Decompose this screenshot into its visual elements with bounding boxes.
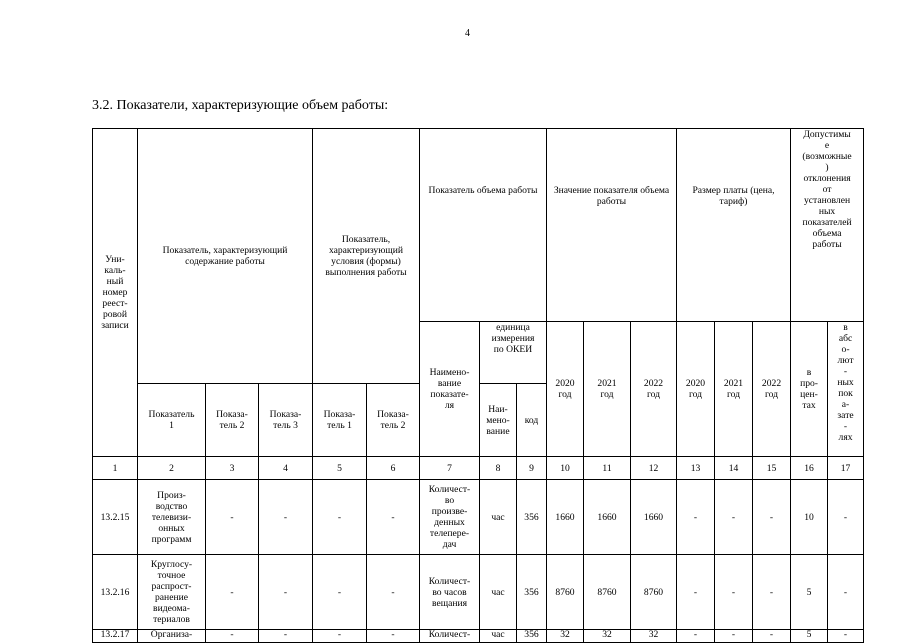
cell-code: 13.2.15 [93,480,138,555]
header-indicator-name: Наимено- вание показате- ля [420,322,480,457]
cell-percent: 5 [791,630,828,643]
cell-content-3: - [259,630,313,643]
column-number: 13 [677,457,715,480]
column-number: 8 [480,457,517,480]
column-number: 15 [753,457,791,480]
cell-condition-2: - [367,630,420,643]
column-number: 1 [93,457,138,480]
header-value-year-2022: 2022 год [631,322,677,457]
cell-condition-1: - [313,555,367,630]
column-number: 16 [791,457,828,480]
cell-work: Организа- [138,630,206,643]
header-content-col-3: Показа- тель 3 [259,384,313,457]
cell-indicator: Количест- во часов вещания [420,555,480,630]
table-row [93,630,864,643]
section-title: 3.2. Показатели, характеризующие объем работы: [92,98,389,113]
cell-value-2022: 1660 [631,480,677,555]
cell-condition-1: - [313,480,367,555]
cell-content-2: - [206,630,259,643]
cell-code: 13.2.16 [93,555,138,630]
cell-pay-2020: - [677,630,715,643]
header-pay-year-2020: 2020 год [677,322,715,457]
cell-unit: час [480,630,517,643]
cell-content-3: - [259,480,313,555]
cell-pay-2020: - [677,555,715,630]
header-condition-col-1: Показа- тель 1 [313,384,367,457]
cell-okei: 356 [517,630,547,643]
page-number: 4 [465,28,470,39]
column-number: 2 [138,457,206,480]
cell-code: 13.2.17 [93,630,138,643]
column-number: 10 [547,457,584,480]
header-absolute: в абс о- лют - ных пок а- зате - лях [828,322,864,457]
column-number: 9 [517,457,547,480]
column-number: 17 [828,457,864,480]
cell-pay-2021: - [715,480,753,555]
header-content-col-1: Показатель 1 [138,384,206,457]
cell-percent: 5 [791,555,828,630]
header-volume-value: Значение показателя объема работы [547,129,677,322]
header-value-year-2021: 2021 год [584,322,631,457]
header-deviations: Допустимы е (возможные ) отклонения от установлен ных показателей объема работы [791,129,864,322]
column-number: 11 [584,457,631,480]
cell-value-2021: 32 [584,630,631,643]
cell-absolute: - [828,480,864,555]
header-payment: Размер платы (цена, тариф) [677,129,791,322]
cell-indicator: Количест- во произве- денных телепере- дач [420,480,480,555]
work-volume-table [92,128,864,643]
cell-percent: 10 [791,480,828,555]
cell-value-2021: 8760 [584,555,631,630]
cell-pay-2020: - [677,480,715,555]
cell-content-2: - [206,480,259,555]
header-content-col-2: Показа- тель 2 [206,384,259,457]
cell-pay-2022: - [753,630,791,643]
header-content-indicator: Показатель, характеризующий содержание работы [138,129,313,384]
header-okei-code: код [517,384,547,457]
header-okei-name: Наи- мено- вание [480,384,517,457]
cell-value-2021: 1660 [584,480,631,555]
cell-pay-2021: - [715,555,753,630]
cell-value-2022: 32 [631,630,677,643]
cell-condition-2: - [367,555,420,630]
table-row [93,555,864,630]
header-conditions-indicator: Показатель, характеризующий условия (формы) выполнения работы [313,129,420,384]
cell-work: Круглосу- точное распрост- ранение видеома- териалов [138,555,206,630]
cell-value-2020: 32 [547,630,584,643]
cell-content-3: - [259,555,313,630]
header-volume-indicator: Показатель объема работы [420,129,547,322]
column-number: 4 [259,457,313,480]
column-number: 6 [367,457,420,480]
header-condition-col-2: Показа- тель 2 [367,384,420,457]
column-numbers-row [93,457,864,480]
header-pay-year-2021: 2021 год [715,322,753,457]
cell-pay-2022: - [753,555,791,630]
cell-condition-2: - [367,480,420,555]
cell-okei: 356 [517,480,547,555]
header-okei-unit: единица измерения по ОКЕИ [480,322,547,384]
cell-okei: 356 [517,555,547,630]
cell-value-2020: 8760 [547,555,584,630]
cell-value-2022: 8760 [631,555,677,630]
cell-indicator: Количест- [420,630,480,643]
header-value-year-2020: 2020 год [547,322,584,457]
cell-condition-1: - [313,630,367,643]
cell-unit: час [480,555,517,630]
cell-work: Произ- водство телевизи- онных программ [138,480,206,555]
column-number: 14 [715,457,753,480]
cell-absolute: - [828,630,864,643]
cell-unit: час [480,480,517,555]
cell-value-2020: 1660 [547,480,584,555]
header-percent: в про- цен- тах [791,322,828,457]
column-number: 12 [631,457,677,480]
column-number: 5 [313,457,367,480]
header-pay-year-2022: 2022 год [753,322,791,457]
column-number: 3 [206,457,259,480]
cell-pay-2022: - [753,480,791,555]
cell-pay-2021: - [715,630,753,643]
cell-content-2: - [206,555,259,630]
header-unique-number: Уни- каль- ный номер реест- ровой записи [93,129,138,457]
table-row [93,480,864,555]
column-number: 7 [420,457,480,480]
cell-absolute: - [828,555,864,630]
